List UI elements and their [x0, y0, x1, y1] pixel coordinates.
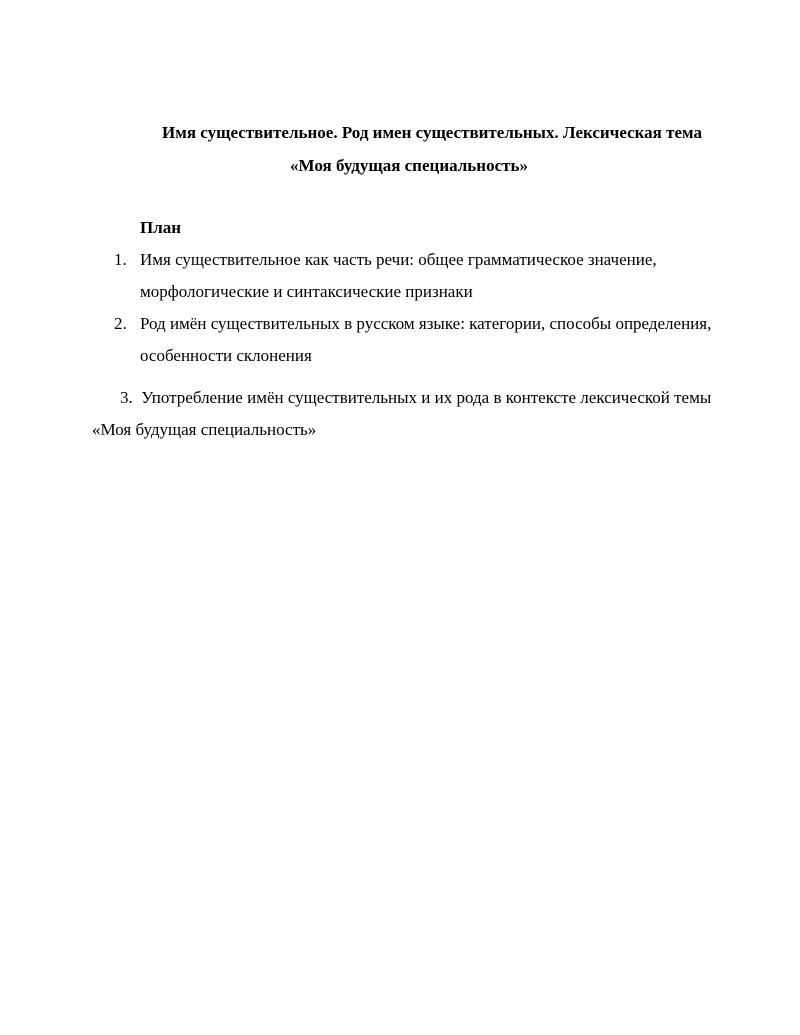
plan-item-text: Род имён существительных в русском языке: категории, способы определения, особенности склонения — [140, 314, 712, 365]
plan-item-number: 3. — [120, 388, 133, 407]
plan-item-number: 1. — [114, 250, 127, 269]
plan-item-number: 2. — [114, 314, 127, 333]
plan-item-text: Имя существительное как часть речи: общее грамматическое значение, морфологические и синтаксические признаки — [140, 250, 657, 301]
document-title-line-2: «Моя будущая специальность» — [290, 156, 528, 175]
plan-item-text: Употребление имён существительных и их рода в контексте лексической темы «Моя будущая специальность» — [92, 388, 712, 439]
plan-item-3 — [92, 382, 732, 446]
document-title-line-1: Имя существительное. Род имен существительных. Лексическая тема — [162, 123, 702, 142]
plan-item-2 — [114, 308, 734, 372]
plan-item-1 — [114, 244, 734, 308]
plan-heading: План — [140, 218, 182, 237]
